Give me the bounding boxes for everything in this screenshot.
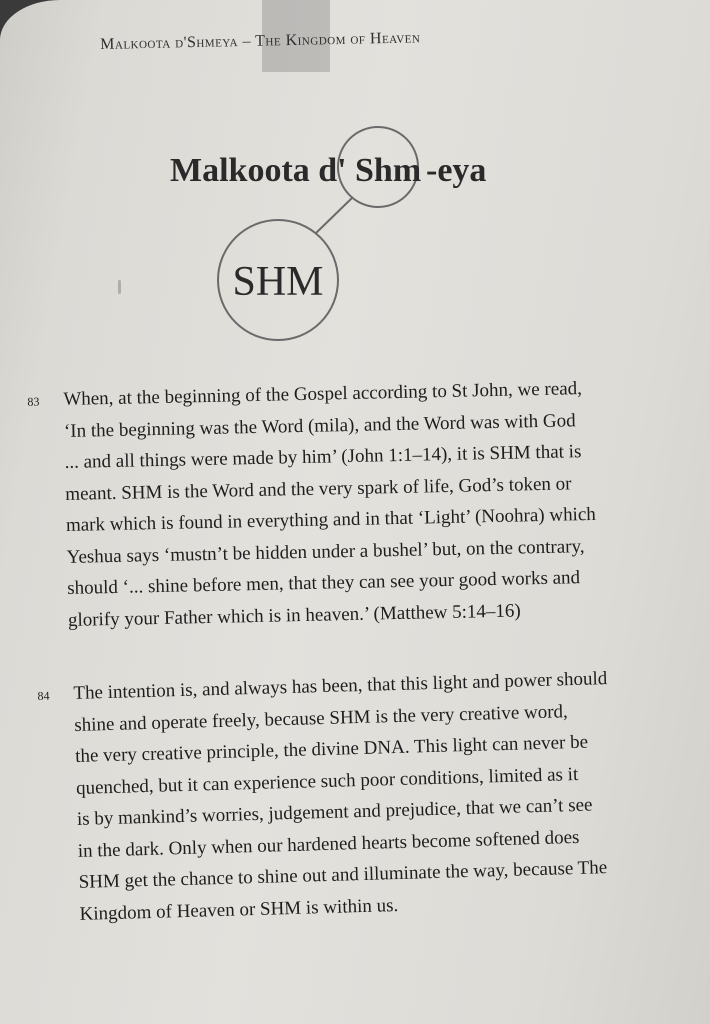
paragraph-83	[27, 372, 638, 636]
text-line: in the dark. Only when our hardened hearts become softened does	[77, 826, 580, 862]
text-line: Yeshua says ‘mustn’t be hidden under a bushel’ but, on the contrary,	[66, 535, 585, 568]
text-line: ‘In the beginning was the Word (mila), and the Word was with God	[63, 409, 576, 442]
text-line: meant. SHM is the Word and the very spark of life, God’s token or	[65, 472, 572, 505]
text-line: When, at the beginning of the Gospel according to St John, we read,	[63, 378, 583, 410]
paragraph-number: 84	[37, 688, 50, 703]
connector-line	[316, 197, 353, 233]
text-line: glorify your Father which is in heaven.’ (Matthew 5:14–16)	[67, 599, 521, 631]
diagram-title-shm: Shm	[355, 152, 422, 189]
text-line: The intention is, and always has been, that this light and power should	[73, 668, 608, 704]
diagram-title-suffix: -eya	[426, 152, 487, 189]
text-line: shine and operate freely, because SHM is the very creative word,	[74, 700, 569, 736]
page-smudge	[118, 280, 121, 294]
paragraph-number: 83	[27, 394, 40, 409]
text-line: Kingdom of Heaven or SHM is within us.	[79, 894, 399, 925]
text-line: ... and all things were made by him’ (John 1:1–14), it is SHM that is	[64, 441, 582, 473]
diagram-title-prefix: Malkoota d'	[170, 152, 347, 189]
text-line: SHM get the chance to shine out and illuminate the way, because The	[78, 857, 608, 893]
text-line: the very creative principle, the divine DNA. This light can never be	[74, 731, 589, 767]
shm-diagram	[150, 115, 530, 355]
diagram-svg	[150, 115, 530, 355]
diagram-shm-label: SHM	[232, 259, 324, 305]
text-line: mark which is found in everything and in that ‘Light’ (Noohra) which	[65, 503, 597, 536]
text-line: is by mankind’s worries, judgement and prejudice, that we can’t see	[76, 794, 593, 830]
paragraph-84	[37, 662, 640, 930]
text-line: quenched, but it can experience such poor conditions, limited as it	[75, 763, 579, 799]
running-head: Malkoota d'Shmeya – The Kingdom of Heaven	[100, 29, 421, 53]
text-line: should ‘... shine before men, that they can see your good works and	[67, 567, 581, 599]
